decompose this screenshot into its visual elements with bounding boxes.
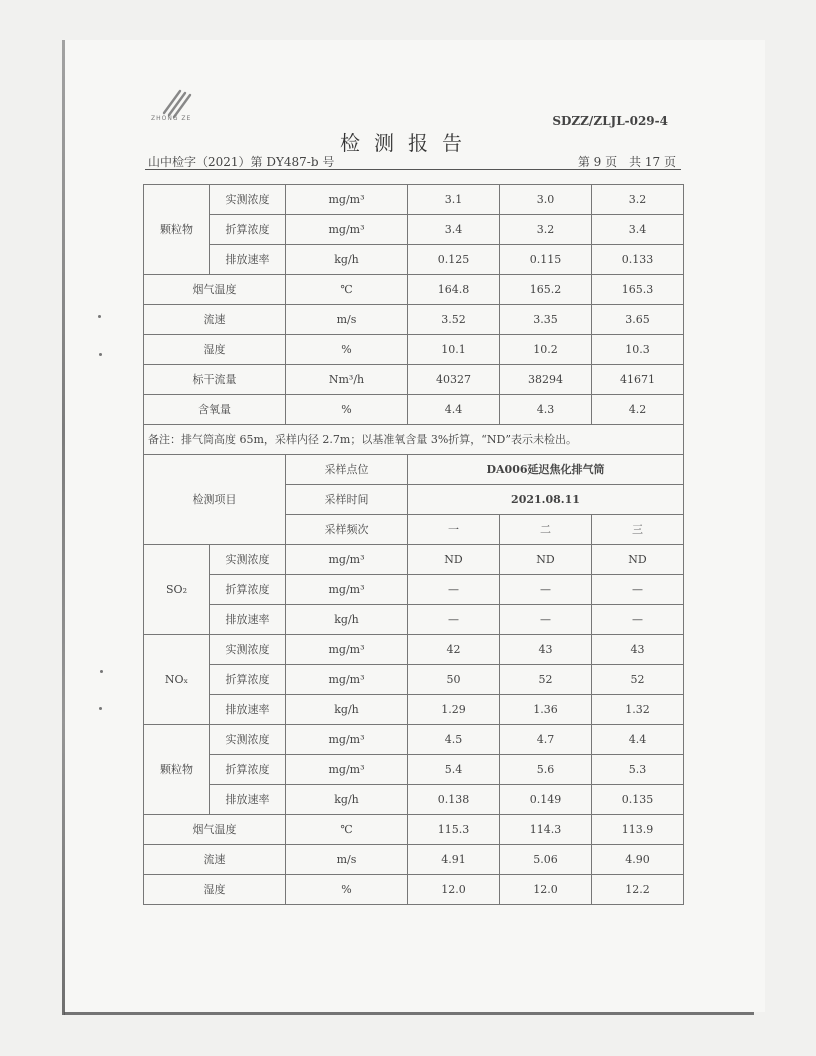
unit-cell: mg/m³	[286, 185, 408, 215]
unit-cell: mg/m³	[286, 575, 408, 605]
value-cell: 52	[592, 665, 684, 695]
value-cell: 4.2	[592, 395, 684, 425]
sub-item-cell: 实测浓度	[210, 635, 286, 665]
item-name-cell: 烟气温度	[144, 275, 286, 305]
table-row	[144, 425, 684, 455]
table-row	[144, 845, 684, 875]
item-name-cell: 含氧量	[144, 395, 286, 425]
page-title: 检测报告	[340, 131, 476, 155]
value-cell: 1.29	[408, 695, 500, 725]
table-row	[144, 635, 684, 665]
value-cell: 115.3	[408, 815, 500, 845]
item-name-cell: 流速	[144, 845, 286, 875]
value-cell: 0.115	[500, 245, 592, 275]
table-row	[144, 305, 684, 335]
value-cell: 5.6	[500, 755, 592, 785]
sub-item-cell: 排放速率	[210, 245, 286, 275]
table-row	[144, 875, 684, 905]
value-cell: 3.1	[408, 185, 500, 215]
page-number: 第 9 页 共 17 页	[577, 155, 676, 169]
scan-speck	[100, 670, 103, 673]
frequency-cell: 二	[500, 515, 592, 545]
value-cell: 165.3	[592, 275, 684, 305]
value-cell: 12.0	[500, 875, 592, 905]
table-row	[144, 365, 684, 395]
table-row	[144, 245, 684, 275]
value-cell: 43	[592, 635, 684, 665]
sub-item-cell: 实测浓度	[210, 725, 286, 755]
sub-item-cell: 折算浓度	[210, 755, 286, 785]
frequency-cell: 三	[592, 515, 684, 545]
value-cell: —	[592, 575, 684, 605]
unit-cell: m/s	[286, 305, 408, 335]
test-results-table	[143, 184, 684, 905]
scan-speck	[98, 315, 101, 318]
item-name-cell: 湿度	[144, 335, 286, 365]
table-row	[144, 275, 684, 305]
header-label-cell: 采样点位	[286, 455, 408, 485]
value-cell: 0.138	[408, 785, 500, 815]
unit-cell: mg/m³	[286, 545, 408, 575]
value-cell: 10.1	[408, 335, 500, 365]
table-row	[144, 815, 684, 845]
value-cell: 0.125	[408, 245, 500, 275]
value-cell: 4.90	[592, 845, 684, 875]
item-name-cell: 标干流量	[144, 365, 286, 395]
sub-item-cell: 排放速率	[210, 605, 286, 635]
value-cell: —	[408, 605, 500, 635]
frequency-cell: 一	[408, 515, 500, 545]
value-cell: 12.0	[408, 875, 500, 905]
value-cell: —	[500, 605, 592, 635]
sub-item-cell: 排放速率	[210, 785, 286, 815]
value-cell: 10.3	[592, 335, 684, 365]
table-row	[144, 755, 684, 785]
unit-cell: kg/h	[286, 245, 408, 275]
unit-cell: m/s	[286, 845, 408, 875]
sub-item-cell: 实测浓度	[210, 185, 286, 215]
logo-caption: ZHONG ZE	[151, 115, 192, 122]
value-cell: 41671	[592, 365, 684, 395]
value-cell: 12.2	[592, 875, 684, 905]
unit-cell: mg/m³	[286, 725, 408, 755]
item-name-cell: SO₂	[144, 545, 210, 635]
table-row	[144, 725, 684, 755]
value-cell: 4.7	[500, 725, 592, 755]
value-cell: 165.2	[500, 275, 592, 305]
unit-cell: mg/m³	[286, 665, 408, 695]
unit-cell: mg/m³	[286, 215, 408, 245]
value-cell: 43	[500, 635, 592, 665]
header-label-cell: 采样频次	[286, 515, 408, 545]
table-row	[144, 665, 684, 695]
remarks-note: 备注：排气筒高度 65m，采样内径 2.7m；以基准氧含量 3%折算，“ND”表示未检出。	[144, 425, 684, 455]
unit-cell: %	[286, 335, 408, 365]
value-cell: 114.3	[500, 815, 592, 845]
value-cell: 3.35	[500, 305, 592, 335]
value-cell: 3.52	[408, 305, 500, 335]
table-row	[144, 335, 684, 365]
value-cell: 3.65	[592, 305, 684, 335]
value-cell: 113.9	[592, 815, 684, 845]
value-cell: —	[592, 605, 684, 635]
item-name-cell: 烟气温度	[144, 815, 286, 845]
value-cell: 3.0	[500, 185, 592, 215]
value-cell: —	[500, 575, 592, 605]
sub-item-cell: 折算浓度	[210, 665, 286, 695]
value-cell: 40327	[408, 365, 500, 395]
value-cell: 10.2	[500, 335, 592, 365]
value-cell: 1.36	[500, 695, 592, 725]
value-cell: 3.4	[592, 215, 684, 245]
table-row	[144, 215, 684, 245]
table-row	[144, 785, 684, 815]
table-row	[144, 455, 684, 485]
sampling-point-value: DA006延迟焦化排气筒	[408, 455, 684, 485]
value-cell: —	[408, 575, 500, 605]
report-number: 山中检字（2021）第 DY487-b 号	[148, 155, 335, 169]
value-cell: 4.3	[500, 395, 592, 425]
unit-cell: mg/m³	[286, 635, 408, 665]
sub-item-cell: 折算浓度	[210, 575, 286, 605]
unit-cell: %	[286, 875, 408, 905]
unit-cell: %	[286, 395, 408, 425]
value-cell: 164.8	[408, 275, 500, 305]
scan-edge-bottom	[64, 1012, 754, 1015]
value-cell: 5.3	[592, 755, 684, 785]
value-cell: 4.4	[592, 725, 684, 755]
value-cell: 52	[500, 665, 592, 695]
unit-cell: kg/h	[286, 695, 408, 725]
table-row	[144, 575, 684, 605]
value-cell: 4.91	[408, 845, 500, 875]
sub-item-cell: 折算浓度	[210, 215, 286, 245]
value-cell: 38294	[500, 365, 592, 395]
table-row	[144, 545, 684, 575]
value-cell: 5.4	[408, 755, 500, 785]
value-cell: 50	[408, 665, 500, 695]
header-divider	[145, 169, 681, 170]
value-cell: 4.5	[408, 725, 500, 755]
value-cell: ND	[408, 545, 500, 575]
value-cell: 0.149	[500, 785, 592, 815]
item-name-cell: 湿度	[144, 875, 286, 905]
value-cell: 0.135	[592, 785, 684, 815]
table-row	[144, 185, 684, 215]
table-row	[144, 395, 684, 425]
value-cell: 3.4	[408, 215, 500, 245]
unit-cell: ℃	[286, 275, 408, 305]
unit-cell: kg/h	[286, 605, 408, 635]
value-cell: ND	[500, 545, 592, 575]
sub-item-cell: 排放速率	[210, 695, 286, 725]
sampling-time-value: 2021.08.11	[408, 485, 684, 515]
unit-cell: Nm³/h	[286, 365, 408, 395]
value-cell: 5.06	[500, 845, 592, 875]
value-cell: 3.2	[592, 185, 684, 215]
item-name-cell: 颗粒物	[144, 185, 210, 275]
unit-cell: mg/m³	[286, 755, 408, 785]
item-name-cell: NOₓ	[144, 635, 210, 725]
value-cell: 42	[408, 635, 500, 665]
scan-speck	[99, 707, 102, 710]
value-cell: ND	[592, 545, 684, 575]
document-code: SDZZ/ZLJL-029-4	[552, 114, 668, 128]
test-item-header: 检测项目	[144, 455, 286, 545]
table-row	[144, 605, 684, 635]
value-cell: 0.133	[592, 245, 684, 275]
scan-speck	[99, 353, 102, 356]
item-name-cell: 颗粒物	[144, 725, 210, 815]
unit-cell: kg/h	[286, 785, 408, 815]
table-row	[144, 695, 684, 725]
header-label-cell: 采样时间	[286, 485, 408, 515]
value-cell: 1.32	[592, 695, 684, 725]
value-cell: 3.2	[500, 215, 592, 245]
item-name-cell: 流速	[144, 305, 286, 335]
sub-item-cell: 实测浓度	[210, 545, 286, 575]
value-cell: 4.4	[408, 395, 500, 425]
unit-cell: ℃	[286, 815, 408, 845]
